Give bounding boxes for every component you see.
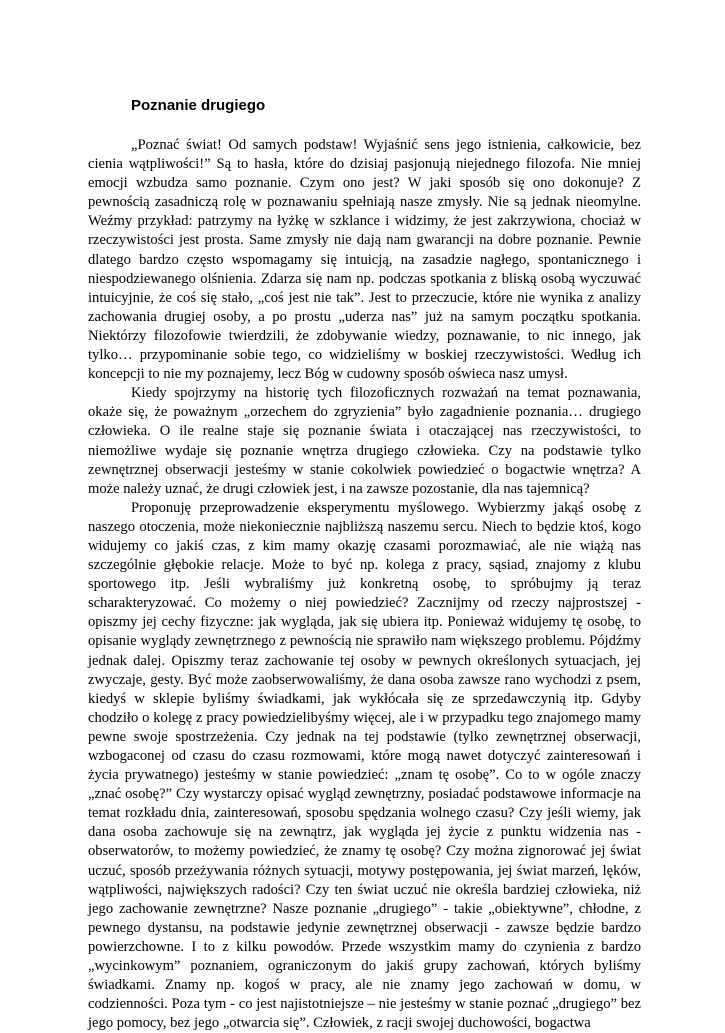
paragraph-3: Proponuję przeprowadzenie eksperymentu myślowego. Wybierzmy jakąś osobę z naszego otoczenia, może niekoniecznie najbliższą naszemu sercu. Niech to będzie ktoś, kogo widujemy co jakiś czas, z kim mamy okazję czasami porozmawiać, ale nie wiążą nas szczególnie głębokie relacje. Może to być np. kolega z pracy, sąsiad, znajomy z klubu sportowego itp. Jeśli wybraliśmy już konkretną osobę, to spróbujmy ją teraz scharakteryzować. Co możemy o niej powiedzieć? Zacznijmy od rzeczy najprostszej - opiszmy jej cechy fizyczne: jak wygląda, jak się ubiera itp. Ponieważ widujemy tę osobę, to opisanie wyglądy zewnętrznego z pewnością nie sprawiło nam większego problemu. Pójdźmy jednak dalej. Opiszmy teraz zachowanie tej osoby w pewnych określonych sytuacjach, jej zwyczaje, gesty. Być może zaobserwowaliśmy, że dana osoba zawsze rano wychodzi z psem, kiedyś w sklepie byliśmy świadkami, jak wykłócała się ze sprzedawczynią itp. Gdyby chodziło o kolegę z pracy powiedzielibyśmy więcej, ale i w przypadku tego znajomego mamy pewne swoje spostrzeżenia. Czy jednak na tej podstawie (tylko zewnętrznej obserwacji, wzbogaconej od czasu do czasu rozmowami, które mogą nawet dotyczyć zainteresowań i życia prywatnego) jesteśmy w stanie powiedzieć: „znam tę osobę”. Co to w ogóle znaczy „znać osobę?” Czy wystarczy opisać wygląd zewnętrzny, posiadać podstawowe informacje na temat rozkładu dnia, zainteresowań, sposobu spędzania wolnego czasu? Czy jeśli wiemy, jak dana osoba zachowuje się na zewnątrz, jak wygląda jej życie z punktu widzenia nas - obserwatorów, to możemy powiedzieć, że znamy tę osobę? Czy można zignorować jej świat uczuć, sposób przeżywania różnych sytuacji, motywy postępowania, jej świat marzeń, lęków, wątpliwości, największych radości? Czy ten świat uczuć nie określa bardziej człowieka, niż jego zachowanie zewnętrzne? Nasze poznanie „drugiego” - takie „obiektywne”, chłodne, z pewnego dystansu, na podstawie jedynie zewnętrznej obserwacji - zawsze będzie bardzo powierzchowne. I to z kilku powodów. Przede wszystkim mamy do czynienia z bardzo „wycinkowym” poznaniem, ograniczonym do jakiś grupy zachowań, których byliśmy świadkami. Znamy np. kogoś w pracy, ale nie znamy jego zachowań w domu, w codzienności. Poza tym - co jest najistotniejsze – nie jesteśmy w stanie poznać „drugiego” bez jego pomocy, bez jego „otwarcia się”. Człowiek, z racji swojej duchowości, bogactwa [88,499,641,1032]
document-title: Poznanie drugiego [131,97,266,114]
paragraph-2: Kiedy spojrzymy na historię tych filozoficznych rozważań na temat poznawania, okaże się, że poważnym „orzechem do zgryzienia” było zagadnienie poznania… drugiego człowieka. O ile realne staje się poznanie świata i otaczającej nas rzeczywistości, to niemożliwe wydaje się poznanie wnętrza drugiego człowieka. Czy na podstawie tylko zewnętrznej obserwacji jesteśmy w stanie cokolwiek powiedzieć o bogactwie wnętrza? A może należy uznać, że drugi człowiek jest, i na zawsze pozostanie, dla nas tajemnicą? [88,385,641,497]
document-body [88,136,641,1033]
paragraph-1: „Poznać świat! Od samych podstaw! Wyjaśnić sens jego istnienia, całkowicie, bez cienia wątpliwości!” Są to hasła, które do dzisiaj pasjonują niejednego filozofa. Nie mniej emocji wzbudza samo poznanie. Czym ono jest? W jaki sposób się ono dokonuje? Z pewnością zasadniczą rolę w poznawaniu spełniają nasze zmysły. Nie są jednak nieomylne. Weźmy przykład: patrzymy na łyżkę w szklance i widzimy, że jest zakrzywiona, chociaż w rzeczywistości jest prosta. Same zmysły nie dają nam gwarancji na dobre poznanie. Pewnie dlatego bardzo często wspomagamy się intuicją, na zasadzie nagłego, spontanicznego i niespodziewanego olśnienia. Zdarza się nam np. podczas spotkania z bliską osobą wyczuwać intuicyjnie, że coś się stało, „coś jest nie tak”. Jest to przeczucie, które nie wynika z analizy zachowania drugiej osoby, a po prostu „uderza nas” już na samym początku spotkania. Niektórzy filozofowie twierdzili, że zdobywanie wiedzy, poznawanie, to nic innego, jak tylko… przypominanie sobie tego, co widzieliśmy w boskiej rzeczywistości. Według ich koncepcji to nie my poznajemy, lecz Bóg w cudowny sposób oświeca nasz umysł. [88,137,641,383]
